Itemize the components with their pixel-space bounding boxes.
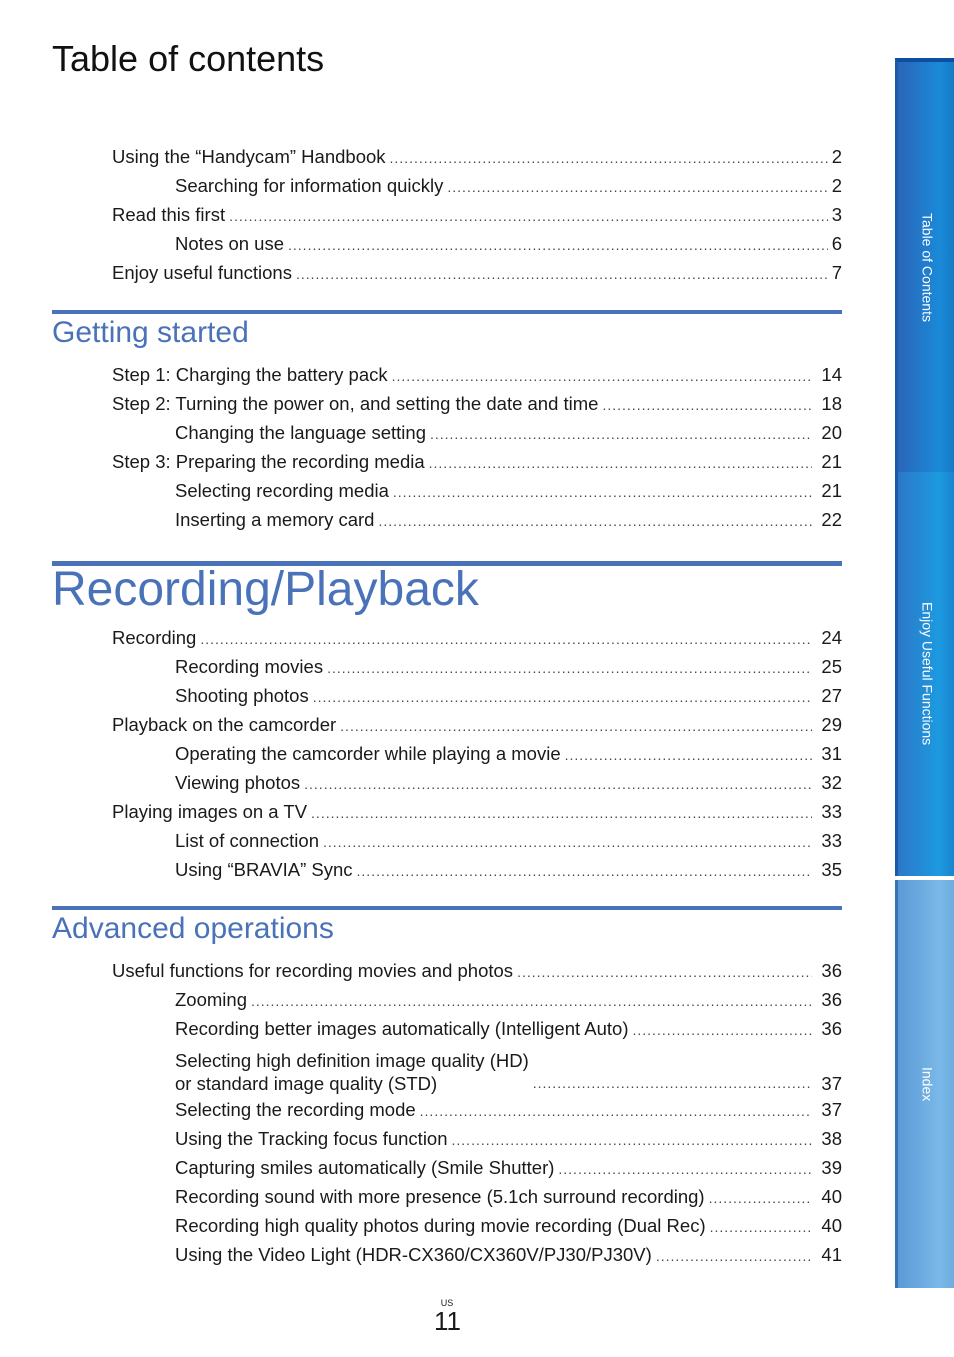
section-divider: [52, 310, 842, 314]
toc-entry[interactable]: Viewing photos ..... 32: [112, 768, 842, 797]
toc-entry[interactable]: Read this first ..... 3: [112, 200, 842, 229]
side-tab-index[interactable]: Index: [895, 880, 954, 1288]
page-title: Table of contents: [52, 38, 325, 79]
page-number: [434, 1298, 460, 1335]
section-divider: [52, 906, 842, 910]
toc-entry[interactable]: Shooting photos ..... 27: [112, 681, 842, 710]
getting-started-toc: [112, 360, 842, 534]
toc-entry[interactable]: Using the “Handycam” Handbook ..... 2: [112, 142, 842, 171]
toc-entry[interactable]: Recording high quality photos during movie recording (Dual Rec) ..... 40: [112, 1211, 842, 1240]
toc-entry[interactable]: Step 1: Charging the battery pack ..... 14: [112, 360, 842, 389]
advanced-operations-toc: [112, 956, 842, 1269]
toc-entry[interactable]: Useful functions for recording movies and photos ..... 36: [112, 956, 842, 985]
toc-entry[interactable]: Selecting high definition image quality (HD) or standard image quality (STD) ..... 37: [112, 1043, 842, 1095]
toc-entry[interactable]: Selecting the recording mode ..... 37: [112, 1095, 842, 1124]
toc-entry[interactable]: Changing the language setting ..... 20: [112, 418, 842, 447]
toc-entry[interactable]: Recording movies ..... 25: [112, 652, 842, 681]
toc-entry[interactable]: Selecting recording media ..... 21: [112, 476, 842, 505]
toc-entry[interactable]: Playback on the camcorder ..... 29: [112, 710, 842, 739]
toc-entry[interactable]: Step 3: Preparing the recording media ..... 21: [112, 447, 842, 476]
recording-playback-toc: [112, 623, 842, 884]
toc-entry[interactable]: Zooming ..... 36: [112, 985, 842, 1014]
toc-entry[interactable]: Using the Video Light (HDR-CX360/CX360V/PJ30/PJ30V) ..... 41: [112, 1240, 842, 1269]
region-code: US: [440, 1298, 454, 1308]
toc-entry[interactable]: Step 2: Turning the power on, and setting the date and time ..... 18: [112, 389, 842, 418]
toc-entry[interactable]: Playing images on a TV ..... 33: [112, 797, 842, 826]
toc-entry[interactable]: Searching for information quickly ..... 2: [112, 171, 842, 200]
intro-toc: [112, 142, 842, 287]
toc-entry[interactable]: Recording better images automatically (Intelligent Auto) ..... 36: [112, 1014, 842, 1043]
section-heading-advanced-operations[interactable]: Advanced operations: [52, 912, 334, 945]
toc-entry[interactable]: Inserting a memory card ..... 22: [112, 505, 842, 534]
toc-entry[interactable]: Using “BRAVIA” Sync ..... 35: [112, 855, 842, 884]
section-heading-getting-started[interactable]: Getting started: [52, 316, 249, 349]
toc-entry[interactable]: Recording ..... 24: [112, 623, 842, 652]
toc-entry[interactable]: Operating the camcorder while playing a movie ..... 31: [112, 739, 842, 768]
side-tab-enjoy-useful-functions[interactable]: Enjoy Useful Functions: [895, 472, 954, 876]
side-tab-table-of-contents[interactable]: Table of Contents: [895, 58, 954, 472]
section-heading-recording-playback[interactable]: Recording/Playback: [52, 563, 479, 616]
toc-entry[interactable]: Recording sound with more presence (5.1ch surround recording) ..... 40: [112, 1182, 842, 1211]
page-number-value: 11: [434, 1306, 461, 1336]
toc-entry[interactable]: Notes on use ..... 6: [112, 229, 842, 258]
toc-entry[interactable]: Enjoy useful functions ..... 7: [112, 258, 842, 287]
toc-entry[interactable]: Capturing smiles automatically (Smile Shutter) ..... 39: [112, 1153, 842, 1182]
toc-entry[interactable]: List of connection ..... 33: [112, 826, 842, 855]
toc-entry[interactable]: Using the Tracking focus function ..... 38: [112, 1124, 842, 1153]
